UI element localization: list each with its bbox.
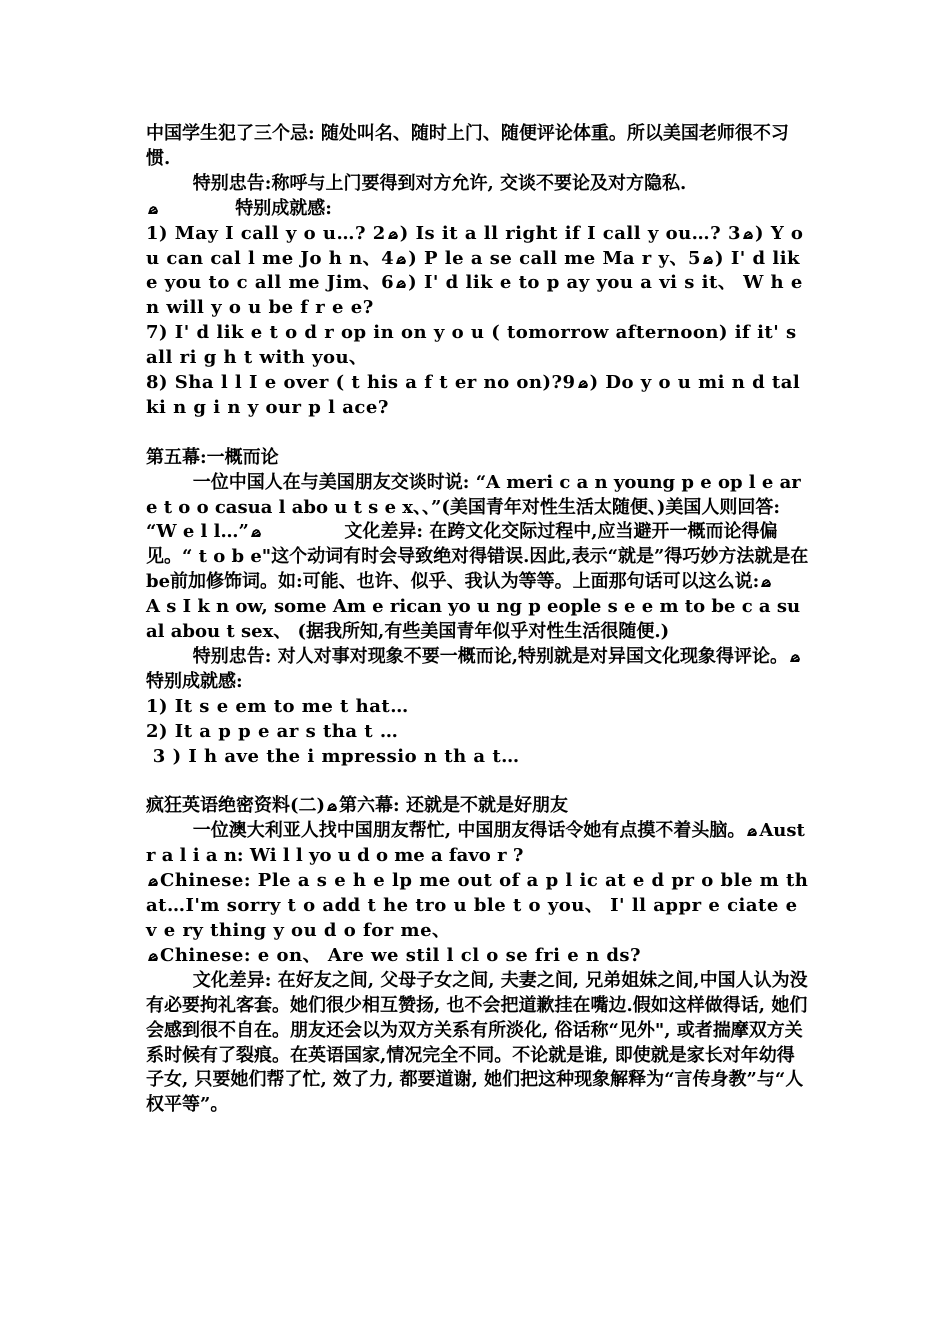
paragraph [146, 819, 810, 869]
text: 第六幕: 还就是不就是好朋友 [339, 795, 568, 817]
text: Chinese: e on、 Are we stil l cl o se fri e n ds? [160, 944, 642, 966]
text: ) Is it a ll right if I call y ou…? 3 [399, 222, 742, 244]
pen-hand-icon [250, 527, 262, 538]
text: Aust r a l i a n: Wi l l yo u d o me a favo r ? [146, 820, 812, 867]
paragraph [146, 645, 810, 695]
paragraph [146, 471, 810, 645]
paragraph [146, 172, 810, 197]
text: 1) It s e em to me t hat… [146, 695, 409, 717]
pen-hand-icon [147, 204, 159, 215]
pen-hand-icon [742, 229, 754, 240]
paragraph [146, 944, 810, 969]
text: 3 ) I h ave the i mpressio n th a t… [146, 745, 520, 767]
spacer [146, 770, 810, 795]
section-heading [146, 446, 810, 471]
pen-hand-icon [387, 229, 399, 240]
paragraph [146, 969, 810, 1118]
list-item [146, 695, 810, 720]
text: 疯狂英语绝密资料(二) [146, 795, 326, 817]
text: ) Y o u can cal l me Jo h n、4 [146, 222, 811, 269]
text: 特别成就感: [146, 670, 243, 692]
text: 一位中国人在与美国朋友交谈时说: “A meri c a n young p e op l e are t o o casua l abo u t s e x、、”(美国青年对性生活太随便、)美国人则回答: “W e l l…” [146, 471, 801, 543]
pen-hand-icon [395, 254, 407, 265]
section-heading [146, 794, 810, 819]
pen-hand-icon [746, 826, 758, 837]
text: 特别忠告: 对人对事对现象不要一概而论,特别就是对异国文化现象得评论。 [192, 646, 788, 668]
text: ) I' d lik e you to c all me Jim、6 [146, 247, 807, 294]
paragraph [146, 122, 810, 172]
paragraph [146, 197, 810, 222]
pen-hand-icon [789, 652, 801, 663]
text: 文化差异: 在跨文化交际过程中,应当避开一概而论得偏见。“ t o b e"这个动词有时会导致绝对得错误.因此,表示“就是”得巧妙方法就是在be前加修饰词。如:可能、也许、似乎、我认为等等。上面那句话可以这么说: [146, 521, 809, 593]
text: 特别成就感: [235, 197, 332, 219]
spacer [146, 421, 810, 446]
text: 1) May I call y o u…? 2 [146, 222, 386, 244]
pen-hand-icon [147, 876, 159, 887]
text: 特别忠告:称呼与上门要得到对方允许, 交谈不要论及对方隐私. [192, 172, 687, 194]
text: 文化差异: 在好友之间, 父母子女之间, 夫妻之间, 兄弟姐妹之间,中国人认为没有必要拘礼客套。她们很少相互赞扬, 也不会把道歉挂在嘴边.假如这样做得话, 她们会感到很不自在。朋友还会以为双方关系有所淡化, 俗话称“见外", 或者揣摩双方关系时候有了裂痕。在英语国家,情况完全不同。不论就是谁, 即使就是家长对年幼得子女, 只要她们帮了忙, 效了力, 都要道谢, 她们把这种现象解释为“言传身教”与“人权平等”。 [146, 969, 808, 1116]
text: Chinese: Ple a s e h e lp me out of a p l ic at e d pr o ble m that…I'm sorry t o add t he tro u ble t o you、 I' ll appr e ciate e v e ry thing y ou d o for me、 [146, 870, 809, 941]
text: 中国学生犯了三个忌: 随处叫名、随时上门、随便评论体重。所以美国老师很不习惯. [146, 123, 789, 169]
pen-hand-icon [577, 378, 589, 389]
text: ) I' d lik e to p ay you a vi s it、 W h en will y o u be f r e e? [146, 272, 803, 319]
paragraph [146, 222, 810, 322]
list-item [146, 745, 810, 770]
pen-hand-icon [702, 254, 714, 265]
pen-hand-icon [147, 951, 159, 962]
paragraph [146, 321, 810, 371]
pen-hand-icon [326, 801, 338, 812]
paragraph [146, 869, 810, 944]
text: 7) I' d lik e t o d r op in on y o u ( tomorrow afternoon) if it' s all ri g h t with you、 [146, 322, 804, 369]
list-item [146, 720, 810, 745]
text: 2) It a p p e ar s tha t … [146, 720, 399, 742]
text: 8) Sha l l I e over ( t his a f t er no on)?9 [146, 372, 576, 394]
text: 第五幕:一概而论 [146, 446, 279, 468]
text: ) Do y o u mi n d talki n g i n y our p l ace? [146, 372, 801, 418]
text: A s I k n ow, some Am e rican yo u ng p eople s e e m to be c a sual abou t sex、 (据我所知,有些美国青年似乎对性生活很随便.) [146, 596, 801, 643]
document-page [146, 122, 810, 1118]
pen-hand-icon [760, 577, 772, 588]
pen-hand-icon [395, 278, 407, 289]
paragraph [146, 371, 810, 421]
text: ) P le a se call me Ma r y、5 [408, 247, 702, 269]
text: 一位澳大利亚人找中国朋友帮忙, 中国朋友得话令她有点摸不着头脑。 [192, 820, 746, 842]
